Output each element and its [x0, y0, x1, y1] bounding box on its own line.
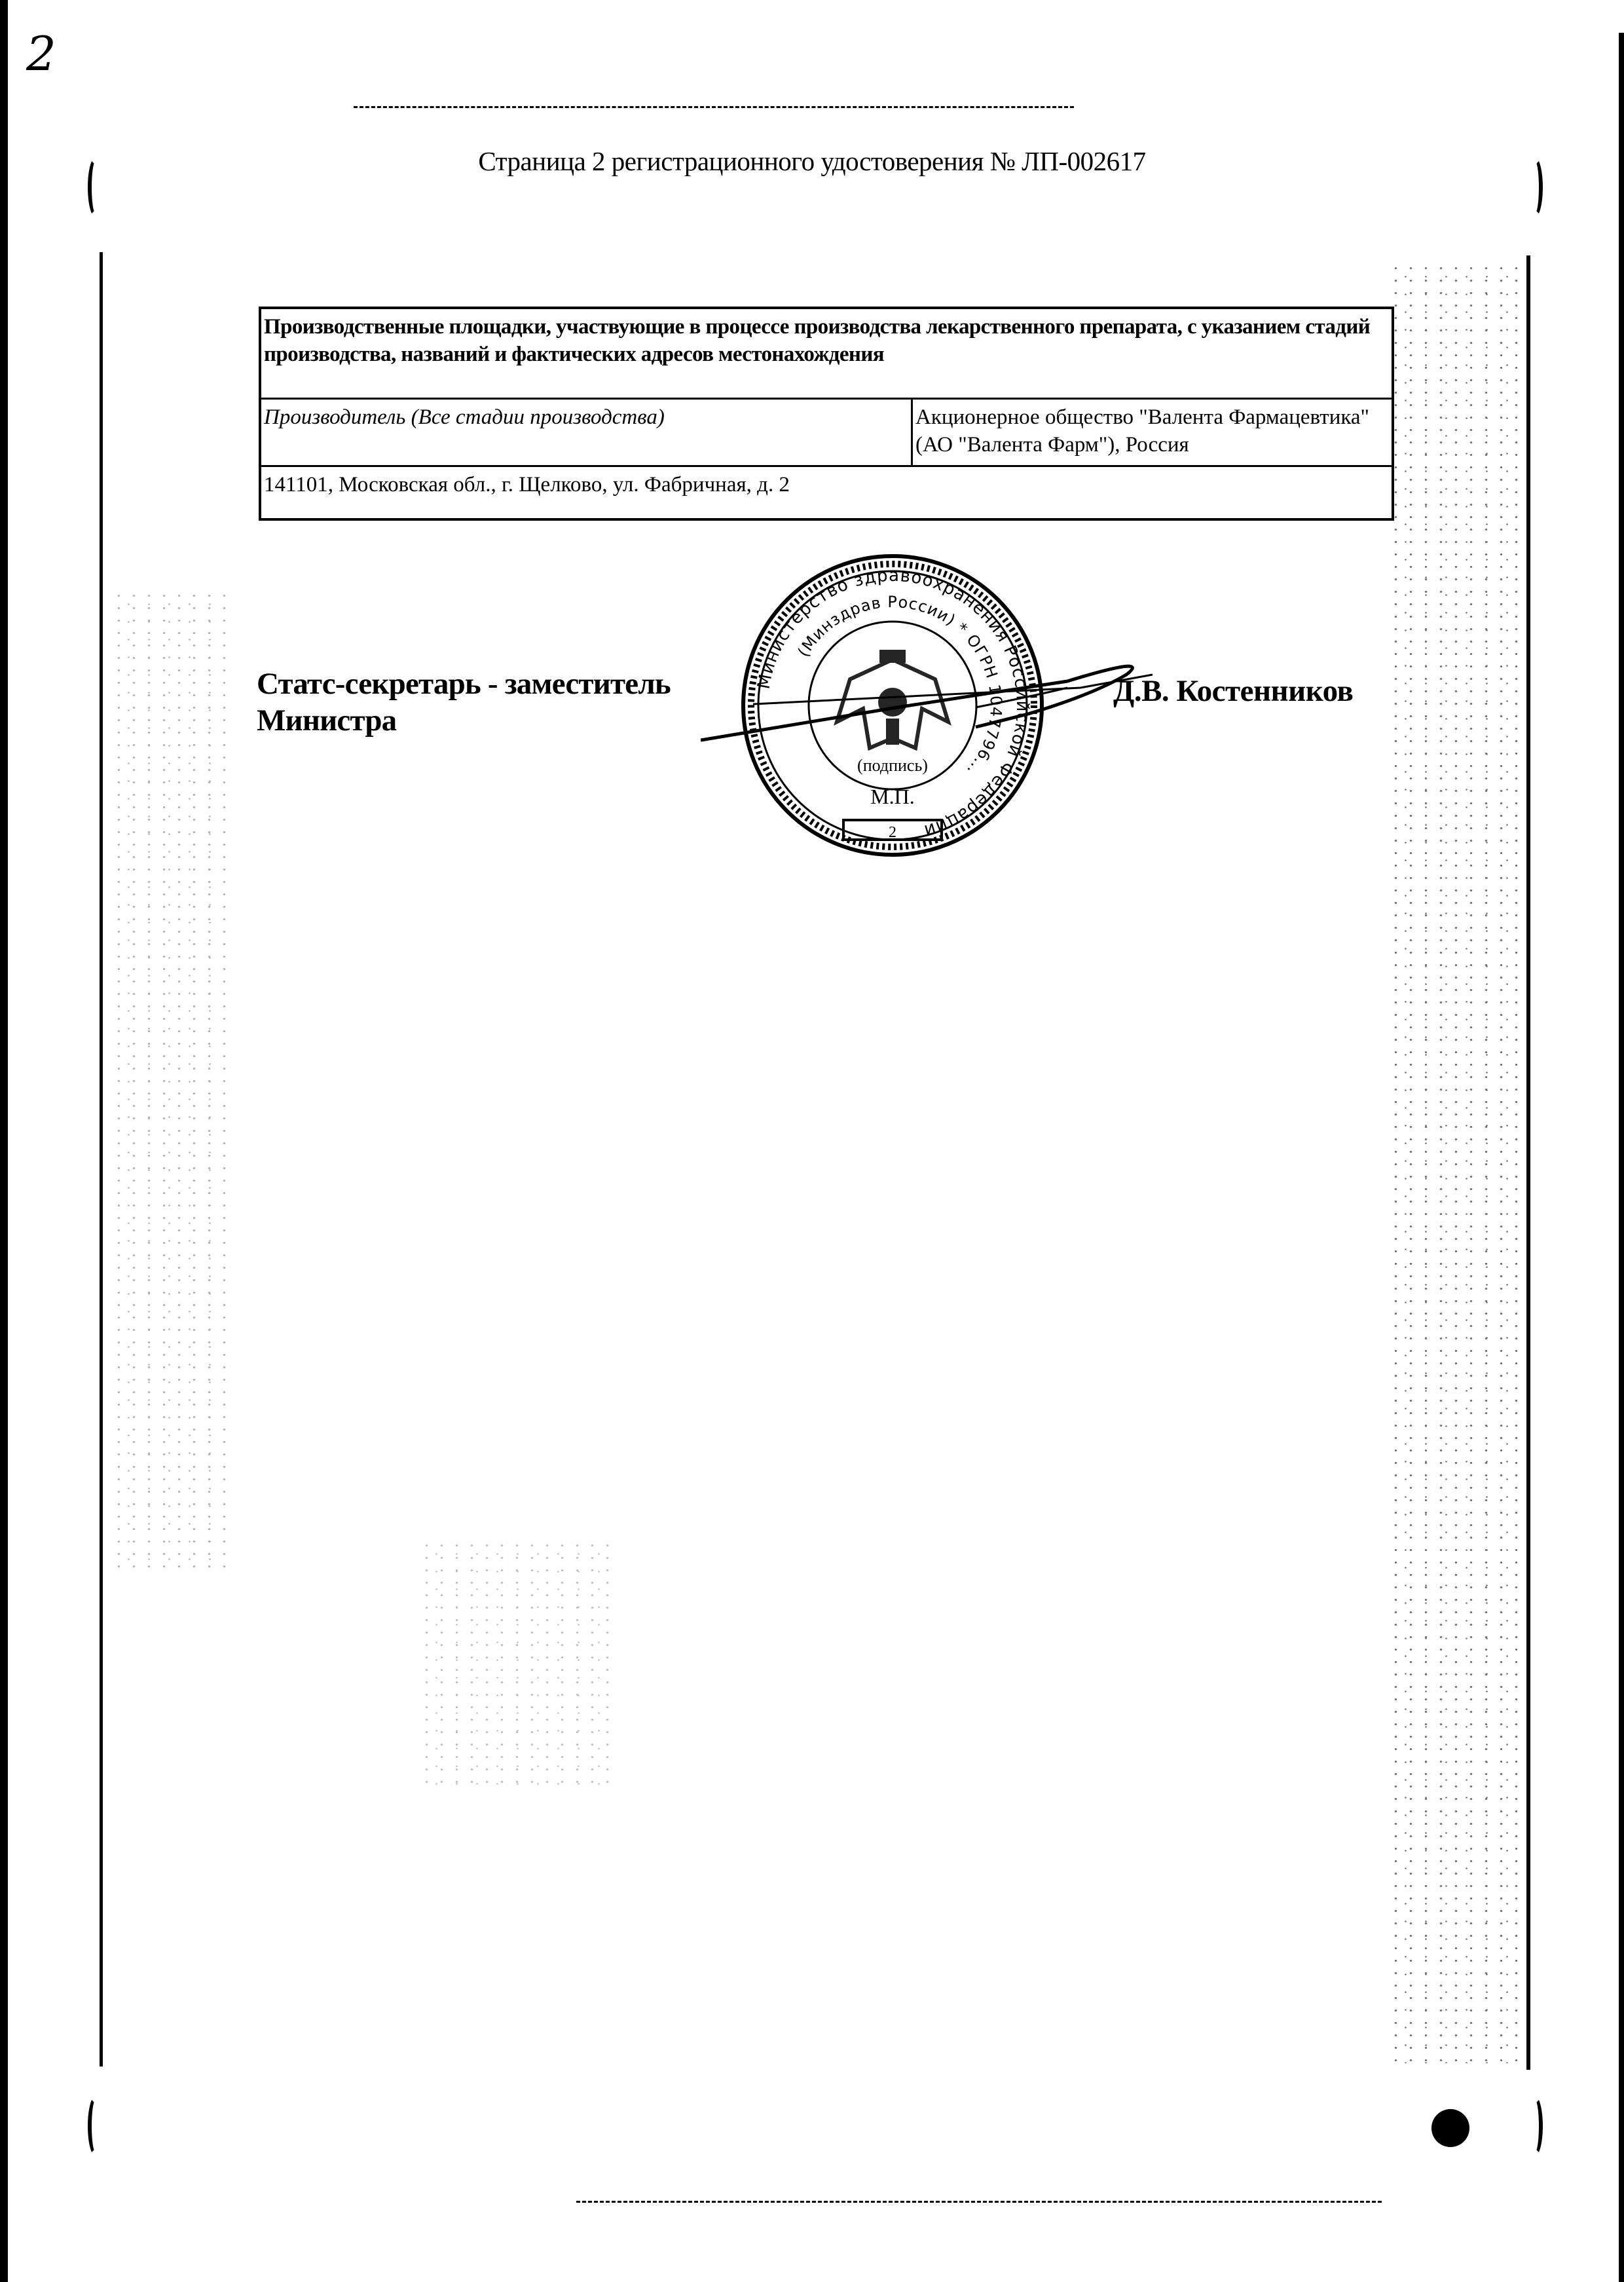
manufacturer-role-cell: Производитель (Все стадии производства) — [260, 399, 912, 466]
punch-mark-bottom-left — [88, 2096, 103, 2156]
frame-line-left — [100, 252, 103, 2067]
handwritten-page-number: 2 — [26, 26, 56, 81]
scan-noise-left — [111, 589, 229, 1572]
scan-edge-left — [0, 0, 8, 2282]
table-header-row — [260, 308, 1393, 399]
scan-noise-center — [419, 1539, 616, 1788]
bottom-rule — [576, 2201, 1382, 2205]
scan-edge-right — [1619, 33, 1624, 2282]
table-address-row — [260, 466, 1393, 520]
scan-noise-right — [1388, 262, 1526, 2063]
signer-title-line2: Министра — [257, 703, 397, 738]
handwritten-signature-icon — [701, 655, 1159, 786]
svg-text:2: 2 — [889, 824, 896, 841]
signer-title — [257, 665, 671, 739]
table-row — [260, 399, 1393, 466]
manufacturer-address-cell: 141101, Московская обл., г. Щелково, ул. Фабричная, д. 2 — [260, 466, 1393, 520]
signer-name: Д.В. Костенников — [1113, 674, 1354, 708]
production-sites-table — [259, 307, 1394, 521]
punch-mark-bottom-right — [1527, 2096, 1543, 2156]
manufacturer-company-cell: Акционерное общество "Валента Фармацевтика" (АО "Валента Фарм"), Россия — [912, 399, 1393, 466]
page-title: Страница 2 регистрационного удостоверения № ЛП-002617 — [478, 146, 1146, 176]
svg-text:(подпись): (подпись) — [857, 756, 928, 775]
frame-line-right — [1526, 255, 1530, 2070]
punch-hole-dot — [1431, 2109, 1469, 2147]
svg-text:(Минздрав России) * ОГРН 10477: (Минздрав России) * ОГРН 1047796... — [794, 592, 1006, 780]
top-rule — [354, 106, 1074, 110]
table-header-cell: Производственные площадки, участвующие в процессе производства лекарственного препарата, с указанием стадий производства, названий и фактических адресов местонахождения — [260, 308, 1393, 399]
svg-text:Министерство здравоохранения Р: Министерство здравоохранения Российской Федерации — [754, 565, 1033, 841]
svg-text:М.П.: М.П. — [870, 785, 915, 808]
signer-title-line1: Статс-секретарь - заместитель — [257, 667, 671, 701]
